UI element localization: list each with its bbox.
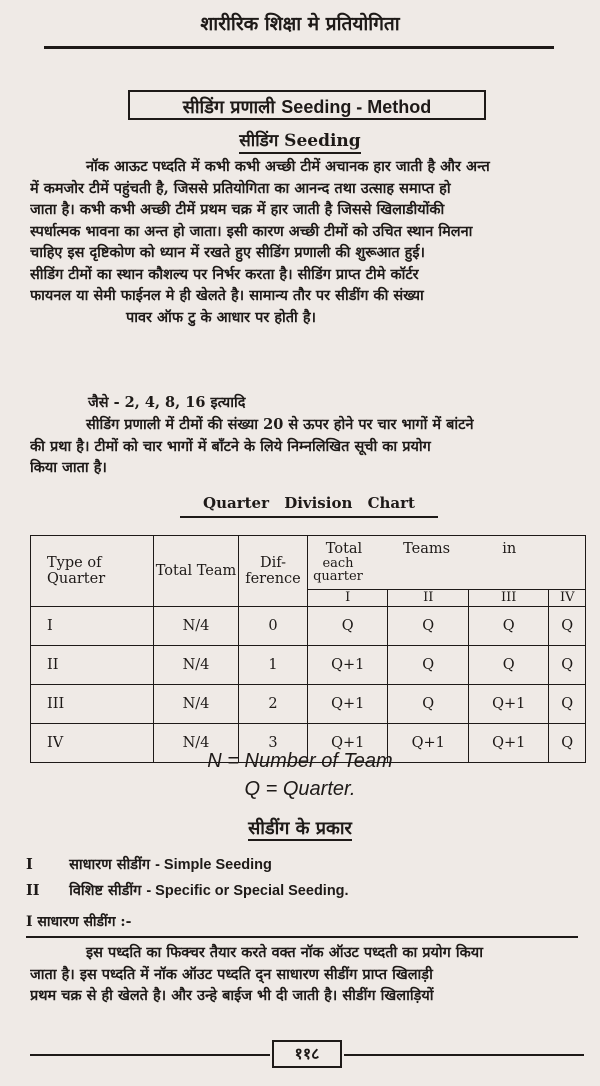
quarter-division-table	[30, 535, 586, 763]
cell-diff: 2	[239, 685, 308, 724]
footer-rule-right	[344, 1054, 584, 1056]
page-number: ११८	[272, 1040, 342, 1068]
paragraph-1	[30, 156, 582, 328]
text-line: जाता है। कभी कभी अच्छी टीमें प्रथम चक्र में हार जाती है जिससे खिलाडीयोंकी	[30, 201, 445, 218]
cell-q3: Q	[468, 607, 548, 646]
header-quarter-iii: III	[468, 589, 548, 606]
sub-section-rule	[26, 936, 578, 938]
header-quarter-i: I	[308, 589, 388, 606]
cell-type: IV	[31, 724, 154, 763]
cell-diff: 0	[239, 607, 308, 646]
header-rule	[44, 46, 554, 49]
text-line: जाता है। इस पध्दति में नॉक ऑउट पध्दति द्न साधारण सीडींग प्राप्त खिलाड़ी	[30, 965, 433, 983]
header-word: Teams	[403, 541, 451, 558]
cell-total: N/4	[154, 646, 239, 685]
type-hi: विशिष्ट सीडींग	[69, 882, 142, 899]
text-line: पावर ऑफ टु के आधार पर होती है।	[126, 308, 317, 326]
cell-diff: 1	[239, 646, 308, 685]
text-line: इस पध्दति का फिक्चर तैयार करते वक्त नॉक ऑउट पध्दती का प्रयोग किया	[86, 944, 483, 961]
examples-line: जैसे - 2, 4, 8, 16 इत्यादि	[88, 394, 246, 411]
cell-q2: Q	[388, 607, 468, 646]
header-quarter-iv: IV	[549, 589, 586, 606]
type-en: - Simple Seeding	[155, 857, 272, 873]
text-line: स्पर्धात्मक भावना का अन्त हो जाता। इसी कारण अच्छी टीमों को उचित स्थान मिलना	[30, 222, 473, 240]
text-line: किया जाता है।	[30, 459, 107, 476]
text-line: नॉक आऊट पध्दति में कभी कभी अच्छी टीमें अचानक हार जाती है और अन्त	[86, 158, 490, 175]
paragraph-2	[30, 414, 582, 479]
section-title-hi: सीडिंग प्रणाली	[182, 97, 276, 118]
type-item	[26, 854, 272, 874]
formula-q: Q = Quarter.	[244, 778, 356, 800]
table-row	[31, 607, 586, 646]
cell-q1: Q+1	[308, 724, 388, 763]
footer-rule-left	[30, 1054, 270, 1056]
cell-q4: Q	[549, 646, 586, 685]
cell-type: II	[31, 646, 154, 685]
text-line: चाहिए इस दृष्टिकोण को ध्यान में रखते हुए सीडिंग प्रणाली की शुरूआत हुई।	[30, 244, 425, 261]
cell-q4: Q	[549, 607, 586, 646]
header-word: in	[502, 541, 517, 558]
running-head: शारीरिक शिक्षा मे प्रतियोगिता	[200, 13, 400, 35]
table-row	[31, 685, 586, 724]
cell-total: N/4	[154, 607, 239, 646]
cell-q3: Q+1	[468, 724, 548, 763]
cell-q1: Q+1	[308, 646, 388, 685]
subheading	[0, 128, 600, 151]
type-item	[26, 880, 349, 900]
type-number: I	[26, 856, 33, 873]
types-heading-text: सीडींग के प्रकार	[248, 818, 352, 839]
cell-type: I	[31, 607, 154, 646]
sub-section-heading: I साधारण सीडींग :-	[26, 914, 132, 930]
cell-q2: Q	[388, 685, 468, 724]
cell-q2: Q+1	[388, 724, 468, 763]
formula-n: N = Number of Team	[207, 750, 393, 772]
type-hi: साधारण सीडींग	[69, 856, 150, 873]
text-line: सीडिंग टीमों का स्थान कौशल्य पर निर्भर करता है। सीडिंग प्राप्त टीमे कॉर्टर	[30, 265, 419, 283]
cell-type: III	[31, 685, 154, 724]
header-difference: Dif- ference	[239, 536, 308, 607]
cell-q1: Q+1	[308, 685, 388, 724]
table-row	[31, 646, 586, 685]
cell-q2: Q	[388, 646, 468, 685]
cell-total: N/4	[154, 685, 239, 724]
cell-q4: Q	[549, 724, 586, 763]
header-word: each quarter	[313, 556, 363, 585]
text-line: की प्रथा है। टीमों को चार भागों में बाँटने के लिये निम्नलिखित सूची का प्रयोग	[30, 437, 431, 455]
chart-title-underline	[180, 516, 438, 518]
text-line: में कमजोर टीमें पहुंचती है, जिससे प्रतियोगिता का आनन्द तथा उत्साह समाप्त हो	[30, 179, 451, 197]
cell-diff: 3	[239, 724, 308, 763]
paragraph-3	[30, 942, 582, 1007]
header-total-team: Total Team	[154, 536, 239, 607]
header-word: Total	[325, 541, 363, 558]
cell-q1: Q	[308, 607, 388, 646]
chart-title: Quarter Division Chart	[203, 494, 415, 512]
type-en: - Specific or Special Seeding.	[146, 883, 349, 899]
header-quarter-ii: II	[388, 589, 468, 606]
cell-q4: Q	[549, 685, 586, 724]
type-number: II	[26, 882, 40, 899]
text-line: सीडिंग प्रणाली में टीमों की संख्या 20 से ऊपर होने पर चार भागों में बांटने	[86, 416, 474, 433]
text-line: प्रथम चक्र से ही खेलते है। और उन्हे बाईज भी दी जाती है। सीडींग खिलाड़ियों	[30, 987, 434, 1004]
cell-q3: Q+1	[468, 685, 548, 724]
section-title-en: Seeding - Method	[281, 97, 432, 117]
subheading-text: सीडिंग Seeding	[239, 131, 360, 154]
cell-q3: Q	[468, 646, 548, 685]
header-group	[308, 536, 586, 590]
section-title-box	[128, 90, 486, 120]
types-heading	[0, 816, 600, 840]
cell-total: N/4	[154, 724, 239, 763]
header-type: Type of Quarter	[31, 536, 154, 607]
text-line: फायनल या सेमी फाईनल मे ही खेलते है। सामान्य तौर पर सीडींग की संख्या	[30, 287, 424, 304]
